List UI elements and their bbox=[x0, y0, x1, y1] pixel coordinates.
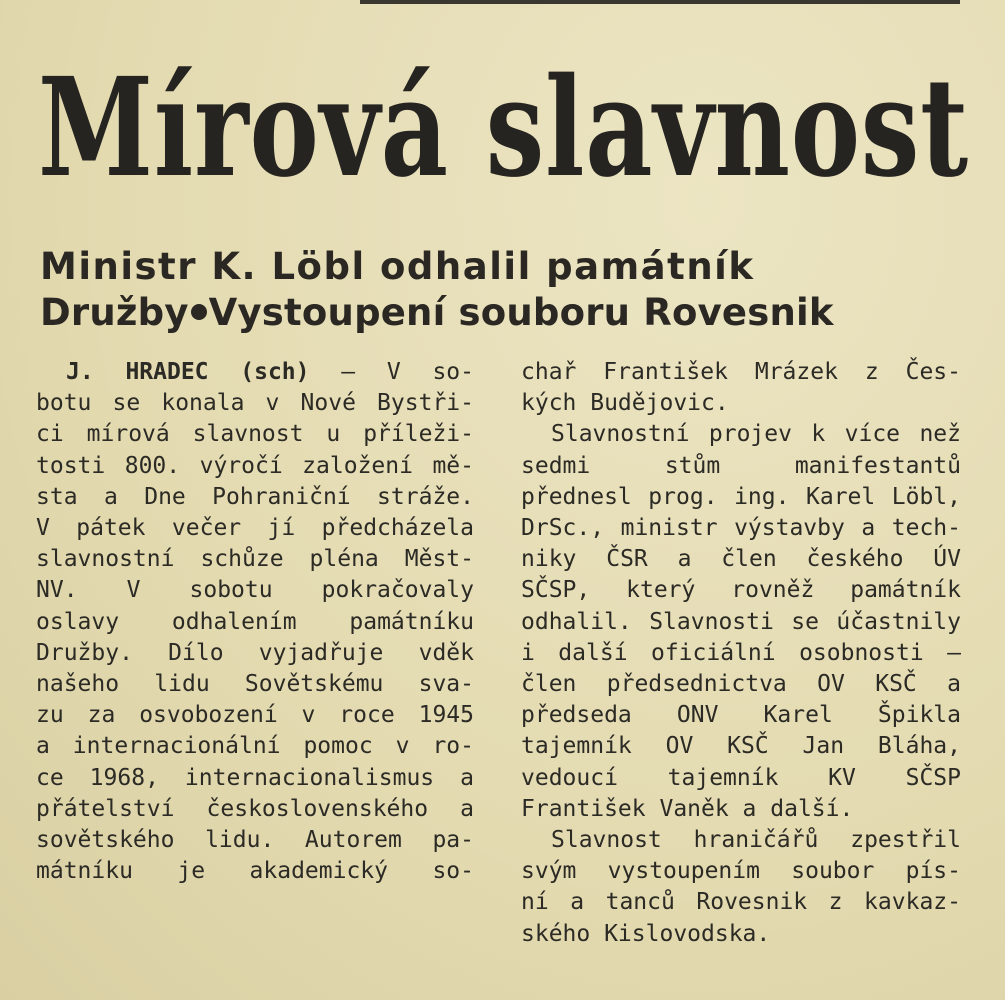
text-line: vedoucí tajemník KV SČSP bbox=[521, 764, 961, 791]
article-column-left bbox=[36, 357, 474, 887]
text-line: a internacionální pomoc v ro- bbox=[36, 733, 474, 760]
text-line: tosti 800. výročí založení mě- bbox=[36, 452, 474, 479]
text-line: tajemník OV KSČ Jan Bláha, bbox=[521, 733, 961, 760]
headline: Mírová slavnost bbox=[38, 48, 969, 208]
text-line: zu za osvobození v roce 1945 bbox=[36, 702, 474, 729]
text-line: František Vaněk a další. bbox=[521, 795, 854, 822]
text-line: přátelství československého a bbox=[36, 795, 474, 822]
text-line: ce 1968, internacionalismus a bbox=[36, 764, 474, 791]
text-line: V pátek večer jí předcházela bbox=[36, 515, 474, 542]
text-line: chař František Mrázek z Čes- bbox=[521, 359, 961, 385]
text-line: svým vystoupením soubor pís- bbox=[521, 858, 961, 885]
text-line: člen předsednictva OV KSČ a bbox=[521, 671, 961, 698]
text-line: sovětského lidu. Autorem pa- bbox=[36, 827, 474, 854]
subheadline-part-b: Vystoupení souboru Rovesnik bbox=[208, 291, 834, 334]
bullet-separator bbox=[191, 304, 207, 320]
text-line: DrSc., ministr výstavby a tech- bbox=[521, 515, 961, 542]
article-column-right bbox=[521, 357, 961, 950]
text-line: J. HRADEC (sch) — V so- bbox=[66, 359, 474, 385]
text-line: SČSP, který rovněž památník bbox=[521, 577, 961, 604]
text-line: NV. V sobotu pokračovaly bbox=[36, 577, 474, 604]
text-line: Slavnostní projev k více než bbox=[551, 421, 961, 448]
subheadline-part-a: Družby bbox=[40, 291, 189, 334]
text-line: oslavy odhalením památníku bbox=[36, 608, 474, 635]
text-line: i další oficiální osobnosti — bbox=[521, 639, 961, 666]
top-rule bbox=[360, 0, 960, 4]
text-line: botu se konala v Nové Bystři- bbox=[36, 390, 474, 417]
subheadline bbox=[40, 244, 980, 336]
subheadline-line-2 bbox=[40, 290, 980, 336]
text-line: slavnostní schůze pléna Měst- bbox=[36, 546, 474, 573]
text-line: našeho lidu Sovětskému sva- bbox=[36, 671, 474, 698]
text-line: ci mírová slavnost u příleži- bbox=[36, 421, 474, 448]
text-line: sta a Dne Pohraniční stráže. bbox=[36, 483, 474, 510]
text-line: kých Budějovic. bbox=[521, 390, 729, 417]
text-line: ského Kislovodska. bbox=[521, 920, 771, 947]
text-line: ní a tanců Rovesnik z kavkaz- bbox=[521, 889, 961, 916]
text-line: sedmi stům manifestantů bbox=[521, 452, 961, 479]
text-line: Družby. Dílo vyjadřuje vděk bbox=[36, 639, 474, 666]
text-line: odhalil. Slavnosti se účastnily bbox=[521, 608, 961, 635]
text-line: přednesl prog. ing. Karel Löbl, bbox=[521, 483, 961, 510]
dateline: J. HRADEC (sch) bbox=[66, 359, 310, 385]
subheadline-line-1: Ministr K. Löbl odhalil památník bbox=[40, 245, 755, 288]
text-line: mátníku je akademický so- bbox=[36, 858, 474, 885]
text-line: Slavnost hraničářů zpestřil bbox=[551, 827, 961, 854]
text-line: niky ČSR a člen českého ÚV bbox=[521, 546, 961, 573]
text-line: předseda ONV Karel Špikla bbox=[521, 702, 961, 729]
